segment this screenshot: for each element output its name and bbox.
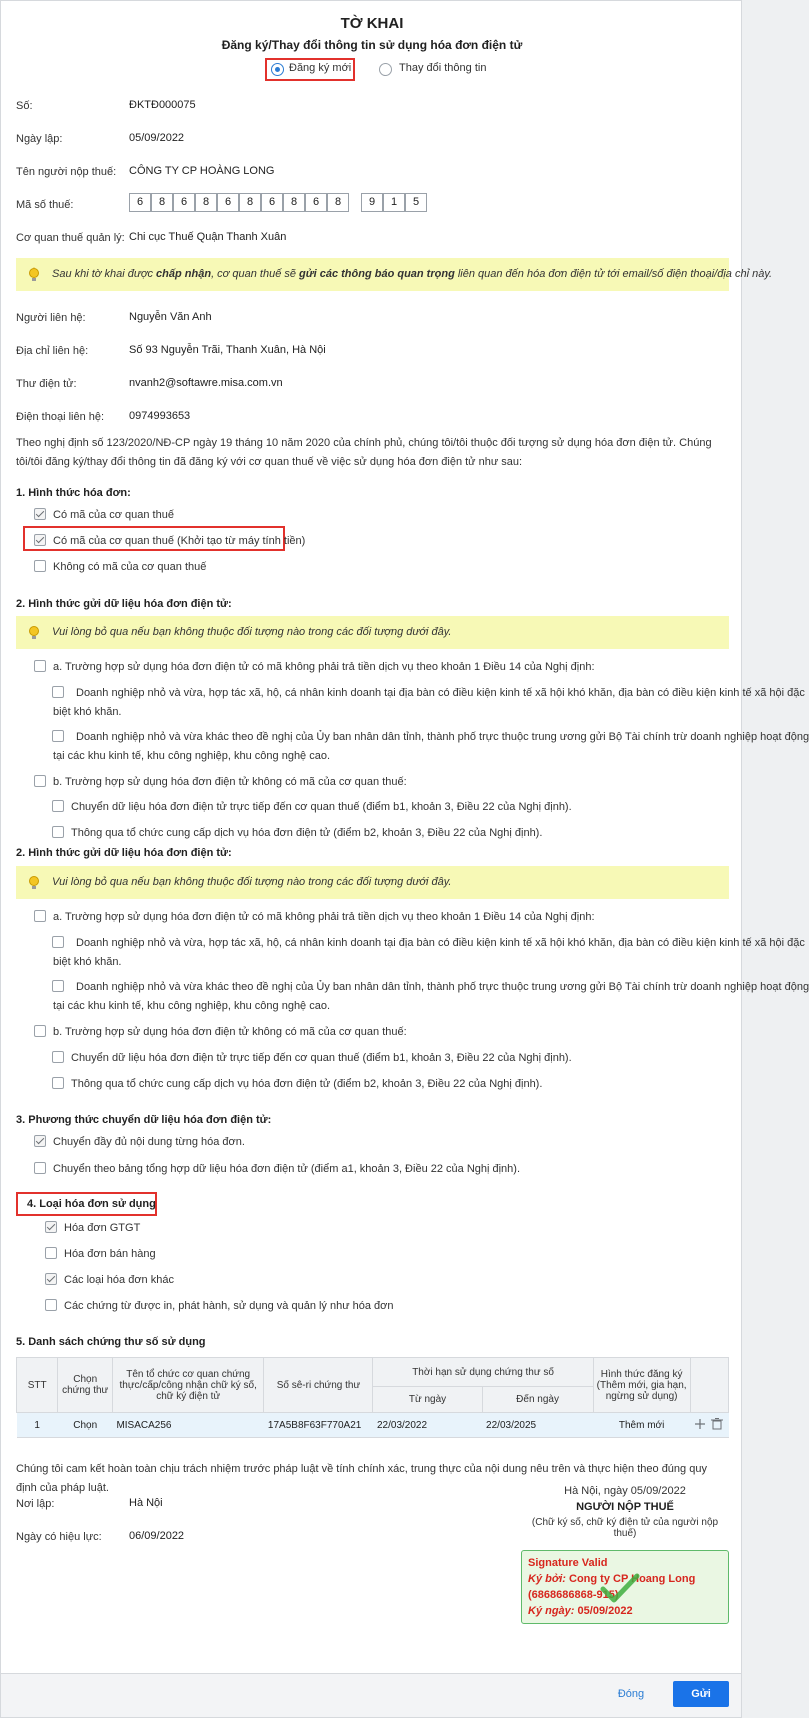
skip-notice-text: Vui lòng bỏ qua nếu bạn không thuộc đối tượng nào trong các đối tượng dưới đây. (52, 626, 452, 638)
col-period: Thời hạn sử dụng chứng thư số (373, 1358, 593, 1387)
close-button[interactable]: Đóng (617, 1688, 645, 1700)
option-a1-label: Doanh nghiệp nhỏ và vừa, hợp tác xã, hộ, cá nhân kinh doanh tại địa bàn có điều kiện kinh tế xã hội khó khăn, địa bàn có điều kiện kinh tế xã hội đặc (76, 687, 805, 699)
email-label: Thư điện tử: (16, 378, 77, 390)
col-select: Chọn chứng thư (58, 1358, 113, 1413)
transfer-method-label: Chuyển theo bảng tổng hợp dữ liệu hóa đơn điện tử (điểm a1, khoản 3, Điều 22 của Nghị định). (53, 1163, 521, 1175)
tax-digit: 8 (239, 193, 261, 212)
invoice-kind-checkbox[interactable] (45, 1247, 57, 1259)
option-checkbox[interactable] (52, 1077, 64, 1089)
so-value: ĐKTĐ000075 (129, 99, 196, 111)
tax-digit: 8 (151, 193, 173, 212)
intro-paragraph: Theo nghị định số 123/2020/NĐ-CP ngày 19 tháng 10 năm 2020 của chính phủ, chúng tôi/tôi thuộc đối tượng sử dụng hóa đơn điện tử. Chúng tôi/tôi đăng ký/thay đổi thông tin đã đăng ký với cơ quan thuế về việc sử dụng hóa đơn điện tử như sau: (16, 437, 712, 468)
transfer-method-checkbox[interactable] (34, 1135, 46, 1147)
row-actions (694, 1418, 724, 1430)
sign-date-line: Hà Nội, ngày 05/09/2022 (564, 1485, 686, 1497)
option-checkbox[interactable] (34, 910, 46, 922)
invoice-type-checkbox[interactable] (34, 560, 46, 572)
option-a2-label-cont: tại các khu kinh tế, khu công nghiệp, khu công nghệ cao. (53, 750, 331, 762)
signed-date-value: 05/09/2022 (577, 1605, 633, 1617)
option-checkbox[interactable] (34, 775, 46, 787)
address-label: Địa chỉ liên hệ: (16, 345, 89, 357)
option-a-label: a. Trường hợp sử dụng hóa đơn điện tử có mã không phải trả tiền dịch vụ theo khoản 1 Điều 14 của Nghị định: (53, 911, 595, 923)
signed-by-label: Ký bởi: (528, 1573, 566, 1585)
skip-notice-text: Vui lòng bỏ qua nếu bạn không thuộc đối tượng nào trong các đối tượng dưới đây. (52, 876, 452, 888)
tax-digit: 6 (217, 193, 239, 212)
phone-label: Điện thoại liên hệ: (16, 411, 105, 423)
section-1-title: 1. Hình thức hóa đơn: (16, 487, 131, 499)
skip-notice-banner (16, 616, 729, 649)
option-a-label: a. Trường hợp sử dụng hóa đơn điện tử có mã không phải trả tiền dịch vụ theo khoản 1 Điều 14 của Nghị định: (53, 661, 595, 673)
signed-date-label: Ký ngày: (528, 1605, 575, 1617)
cell-actions (690, 1413, 728, 1438)
cqt-label: Cơ quan thuế quản lý: (16, 232, 125, 244)
section-3-title: 3. Phương thức chuyển dữ liệu hóa đơn điện tử: (16, 1114, 272, 1126)
add-row-icon[interactable] (695, 1419, 705, 1429)
delete-row-icon[interactable] (711, 1418, 723, 1429)
invoice-kind-checkbox[interactable] (45, 1299, 57, 1311)
invoice-kind-label: Các loại hóa đơn khác (64, 1274, 174, 1286)
contact-person-value: Nguyễn Văn Anh (129, 311, 212, 323)
notice-bold-notifications: gửi các thông báo quan trọng (299, 268, 455, 280)
option-checkbox[interactable] (52, 1051, 64, 1063)
col-reg: Hình thức đăng ký (Thêm mới, gia hạn, ngừng sử dụng) (593, 1358, 690, 1413)
col-to: Đến ngày (482, 1387, 593, 1413)
section-2-title: 2. Hình thức gửi dữ liệu hóa đơn điện tử: (16, 598, 232, 610)
address-value: Số 93 Nguyễn Trãi, Thanh Xuân, Hà Nội (129, 344, 326, 356)
send-button[interactable]: Gửi (673, 1681, 729, 1707)
col-stt: STT (17, 1358, 58, 1413)
transfer-method-checkbox[interactable] (34, 1162, 46, 1174)
option-checkbox[interactable] (52, 826, 64, 838)
email-value: nvanh2@softawre.misa.com.vn (129, 377, 283, 389)
lightbulb-icon (27, 625, 41, 641)
notice-banner (16, 258, 773, 291)
signer-note: (Chữ ký số, chữ ký điện tử của người nộp thuế) (531, 1517, 719, 1539)
commitment-text: Chúng tôi cam kết hoàn toàn chịu trách nhiệm trước pháp luật về tính chính xác, trung thực của nội dung nêu trên và thực hiện theo đúng quy định của pháp luật. (16, 1463, 707, 1494)
option-b-label: b. Trường hợp sử dụng hóa đơn điện tử không có mã của cơ quan thuế: (53, 776, 407, 788)
option-checkbox[interactable] (52, 686, 64, 698)
form-title: TỜ KHAI (340, 15, 404, 32)
form-subtitle: Đăng ký/Thay đổi thông tin sử dụng hóa đơn điện tử (221, 38, 523, 52)
option-checkbox[interactable] (52, 730, 64, 742)
effective-date-label: Ngày có hiệu lực: (16, 1531, 102, 1543)
invoice-type-checkbox[interactable] (34, 534, 46, 546)
col-serial: Số sê-ri chứng thư (264, 1358, 373, 1413)
notice-text: , cơ quan thuế sẽ (211, 268, 300, 280)
notice-text: Sau khi tờ khai được (52, 268, 157, 280)
option-a1-label-cont: biệt khó khăn. (53, 706, 122, 718)
mst-label: Mã số thuế: (16, 199, 74, 211)
tax-digit: 8 (195, 193, 217, 212)
place-label: Nơi lập: (16, 1498, 55, 1510)
tax-suffix-digit: 5 (405, 193, 427, 212)
signer-title: NGƯỜI NỘP THUẾ (576, 1501, 674, 1513)
radio-change-label: Thay đổi thông tin (399, 62, 487, 74)
option-b2-label: Thông qua tổ chức cung cấp dịch vụ hóa đơn điện tử (điểm b2, khoản 3, Điều 22 của Nghị định). (71, 827, 543, 839)
nnt-label: Tên người nộp thuế: (16, 166, 117, 178)
invoice-kind-label: Hóa đơn bán hàng (64, 1248, 156, 1260)
ngay-lap-value: 05/09/2022 (129, 132, 185, 144)
phone-value: 0974993653 (129, 410, 191, 422)
invoice-kind-label: Hóa đơn GTGT (64, 1222, 141, 1234)
lightbulb-icon (27, 267, 41, 283)
notice-bold-accepted: chấp nhận (156, 268, 212, 280)
cell-org: MISACA256 (112, 1413, 263, 1438)
digital-signature-box (521, 1550, 729, 1624)
signed-by-value: Cong ty CP Hoang Long (569, 1573, 696, 1585)
col-from: Từ ngày (373, 1387, 482, 1413)
table-row (17, 1413, 729, 1438)
select-cert-link[interactable]: Chọn (58, 1413, 113, 1438)
option-b2-label: Thông qua tổ chức cung cấp dịch vụ hóa đơn điện tử (điểm b2, khoản 3, Điều 22 của Nghị định). (71, 1078, 543, 1090)
skip-notice-banner (16, 866, 729, 899)
notice-text: liên quan đến hóa đơn điện tử tới email/số điện thoại/địa chỉ này. (454, 268, 773, 280)
ngay-lap-label: Ngày lập: (16, 133, 63, 145)
option-checkbox[interactable] (52, 936, 64, 948)
radio-new-label: Đăng ký mới (289, 62, 352, 74)
tax-suffix-digit: 9 (361, 193, 383, 212)
section-4-title: 4. Loại hóa đơn sử dụng (27, 1198, 156, 1210)
invoice-kind-checkbox[interactable] (45, 1221, 57, 1233)
signature-code: (6868686868-915) (528, 1589, 619, 1601)
cell-serial: 17A5B8F63F770A21 (264, 1413, 373, 1438)
section-5-title: 5. Danh sách chứng thư số sử dụng (16, 1336, 206, 1348)
invoice-type-checkbox[interactable] (34, 508, 46, 520)
option-a1-label-cont: biệt khó khăn. (53, 956, 122, 968)
certificate-table (16, 1357, 729, 1438)
tax-digit: 8 (283, 193, 305, 212)
option-a2-label: Doanh nghiệp nhỏ và vừa khác theo đề nghị của Ủy ban nhân dân tỉnh, thành phố trực thuộc trung ương gửi Bộ Tài chính trừ doanh nghiệp hoạt động (76, 981, 809, 993)
option-a2-label: Doanh nghiệp nhỏ và vừa khác theo đề nghị của Ủy ban nhân dân tỉnh, thành phố trực thuộc trung ương gửi Bộ Tài chính trừ doanh nghiệp hoạt động (76, 731, 809, 743)
option-a2-label-cont: tại các khu kinh tế, khu công nghiệp, khu công nghệ cao. (53, 1000, 331, 1012)
signature-valid-text: Signature Valid (528, 1557, 608, 1569)
tax-digit: 8 (327, 193, 349, 212)
invoice-kind-checkbox[interactable] (45, 1273, 57, 1285)
cell-to: 22/03/2025 (482, 1413, 593, 1438)
invoice-type-label: Không có mã của cơ quan thuế (53, 561, 207, 573)
option-checkbox[interactable] (34, 660, 46, 672)
option-b1-label: Chuyển dữ liệu hóa đơn điện tử trực tiếp đến cơ quan thuế (điểm b1, khoản 3, Điều 22 của Nghị định). (71, 801, 572, 813)
cqt-value: Chi cục Thuế Quận Thanh Xuân (129, 231, 287, 243)
tax-suffix-digit: 1 (383, 193, 405, 212)
cell-from: 22/03/2022 (373, 1413, 482, 1438)
tax-digit: 6 (305, 193, 327, 212)
tax-digit: 6 (261, 193, 283, 212)
tax-digit: 6 (173, 193, 195, 212)
col-actions (690, 1358, 728, 1413)
contact-person-label: Người liên hệ: (16, 312, 86, 324)
option-checkbox[interactable] (52, 980, 64, 992)
effective-date-value: 06/09/2022 (129, 1530, 185, 1542)
tax-digit: 6 (129, 193, 151, 212)
so-label: Số: (16, 100, 33, 112)
option-checkbox[interactable] (52, 800, 64, 812)
transfer-method-label: Chuyển đầy đủ nội dung từng hóa đơn. (53, 1136, 245, 1148)
lightbulb-icon (27, 875, 41, 891)
radio-change-info[interactable] (379, 63, 392, 76)
option-checkbox[interactable] (34, 1025, 46, 1037)
option-a1-label: Doanh nghiệp nhỏ và vừa, hợp tác xã, hộ, cá nhân kinh doanh tại địa bàn có điều kiện kinh tế xã hội khó khăn, địa bàn có điều kiện kinh tế xã hội đặc (76, 937, 805, 949)
nnt-value: CÔNG TY CP HOÀNG LONG (129, 165, 275, 177)
checkmark-icon (600, 1573, 640, 1603)
col-org: Tên tổ chức cơ quan chứng thực/cấp/công nhận chữ ký số, chữ ký điện tử (112, 1358, 263, 1413)
option-b-label: b. Trường hợp sử dụng hóa đơn điện tử không có mã của cơ quan thuế: (53, 1026, 407, 1038)
option-b1-label: Chuyển dữ liệu hóa đơn điện tử trực tiếp đến cơ quan thuế (điểm b1, khoản 3, Điều 22 của Nghị định). (71, 1052, 572, 1064)
invoice-kind-label: Các chứng từ được in, phát hành, sử dụng và quản lý như hóa đơn (64, 1300, 394, 1312)
section-2-title: 2. Hình thức gửi dữ liệu hóa đơn điện tử: (16, 847, 232, 859)
radio-new-registration[interactable] (271, 63, 284, 76)
cell-stt: 1 (17, 1413, 58, 1438)
cell-reg: Thêm mới (593, 1413, 690, 1438)
invoice-type-label: Có mã của cơ quan thuế (Khởi tạo từ máy tính tiền) (53, 535, 306, 547)
place-value: Hà Nội (129, 1497, 163, 1509)
invoice-type-label: Có mã của cơ quan thuế (53, 509, 174, 521)
